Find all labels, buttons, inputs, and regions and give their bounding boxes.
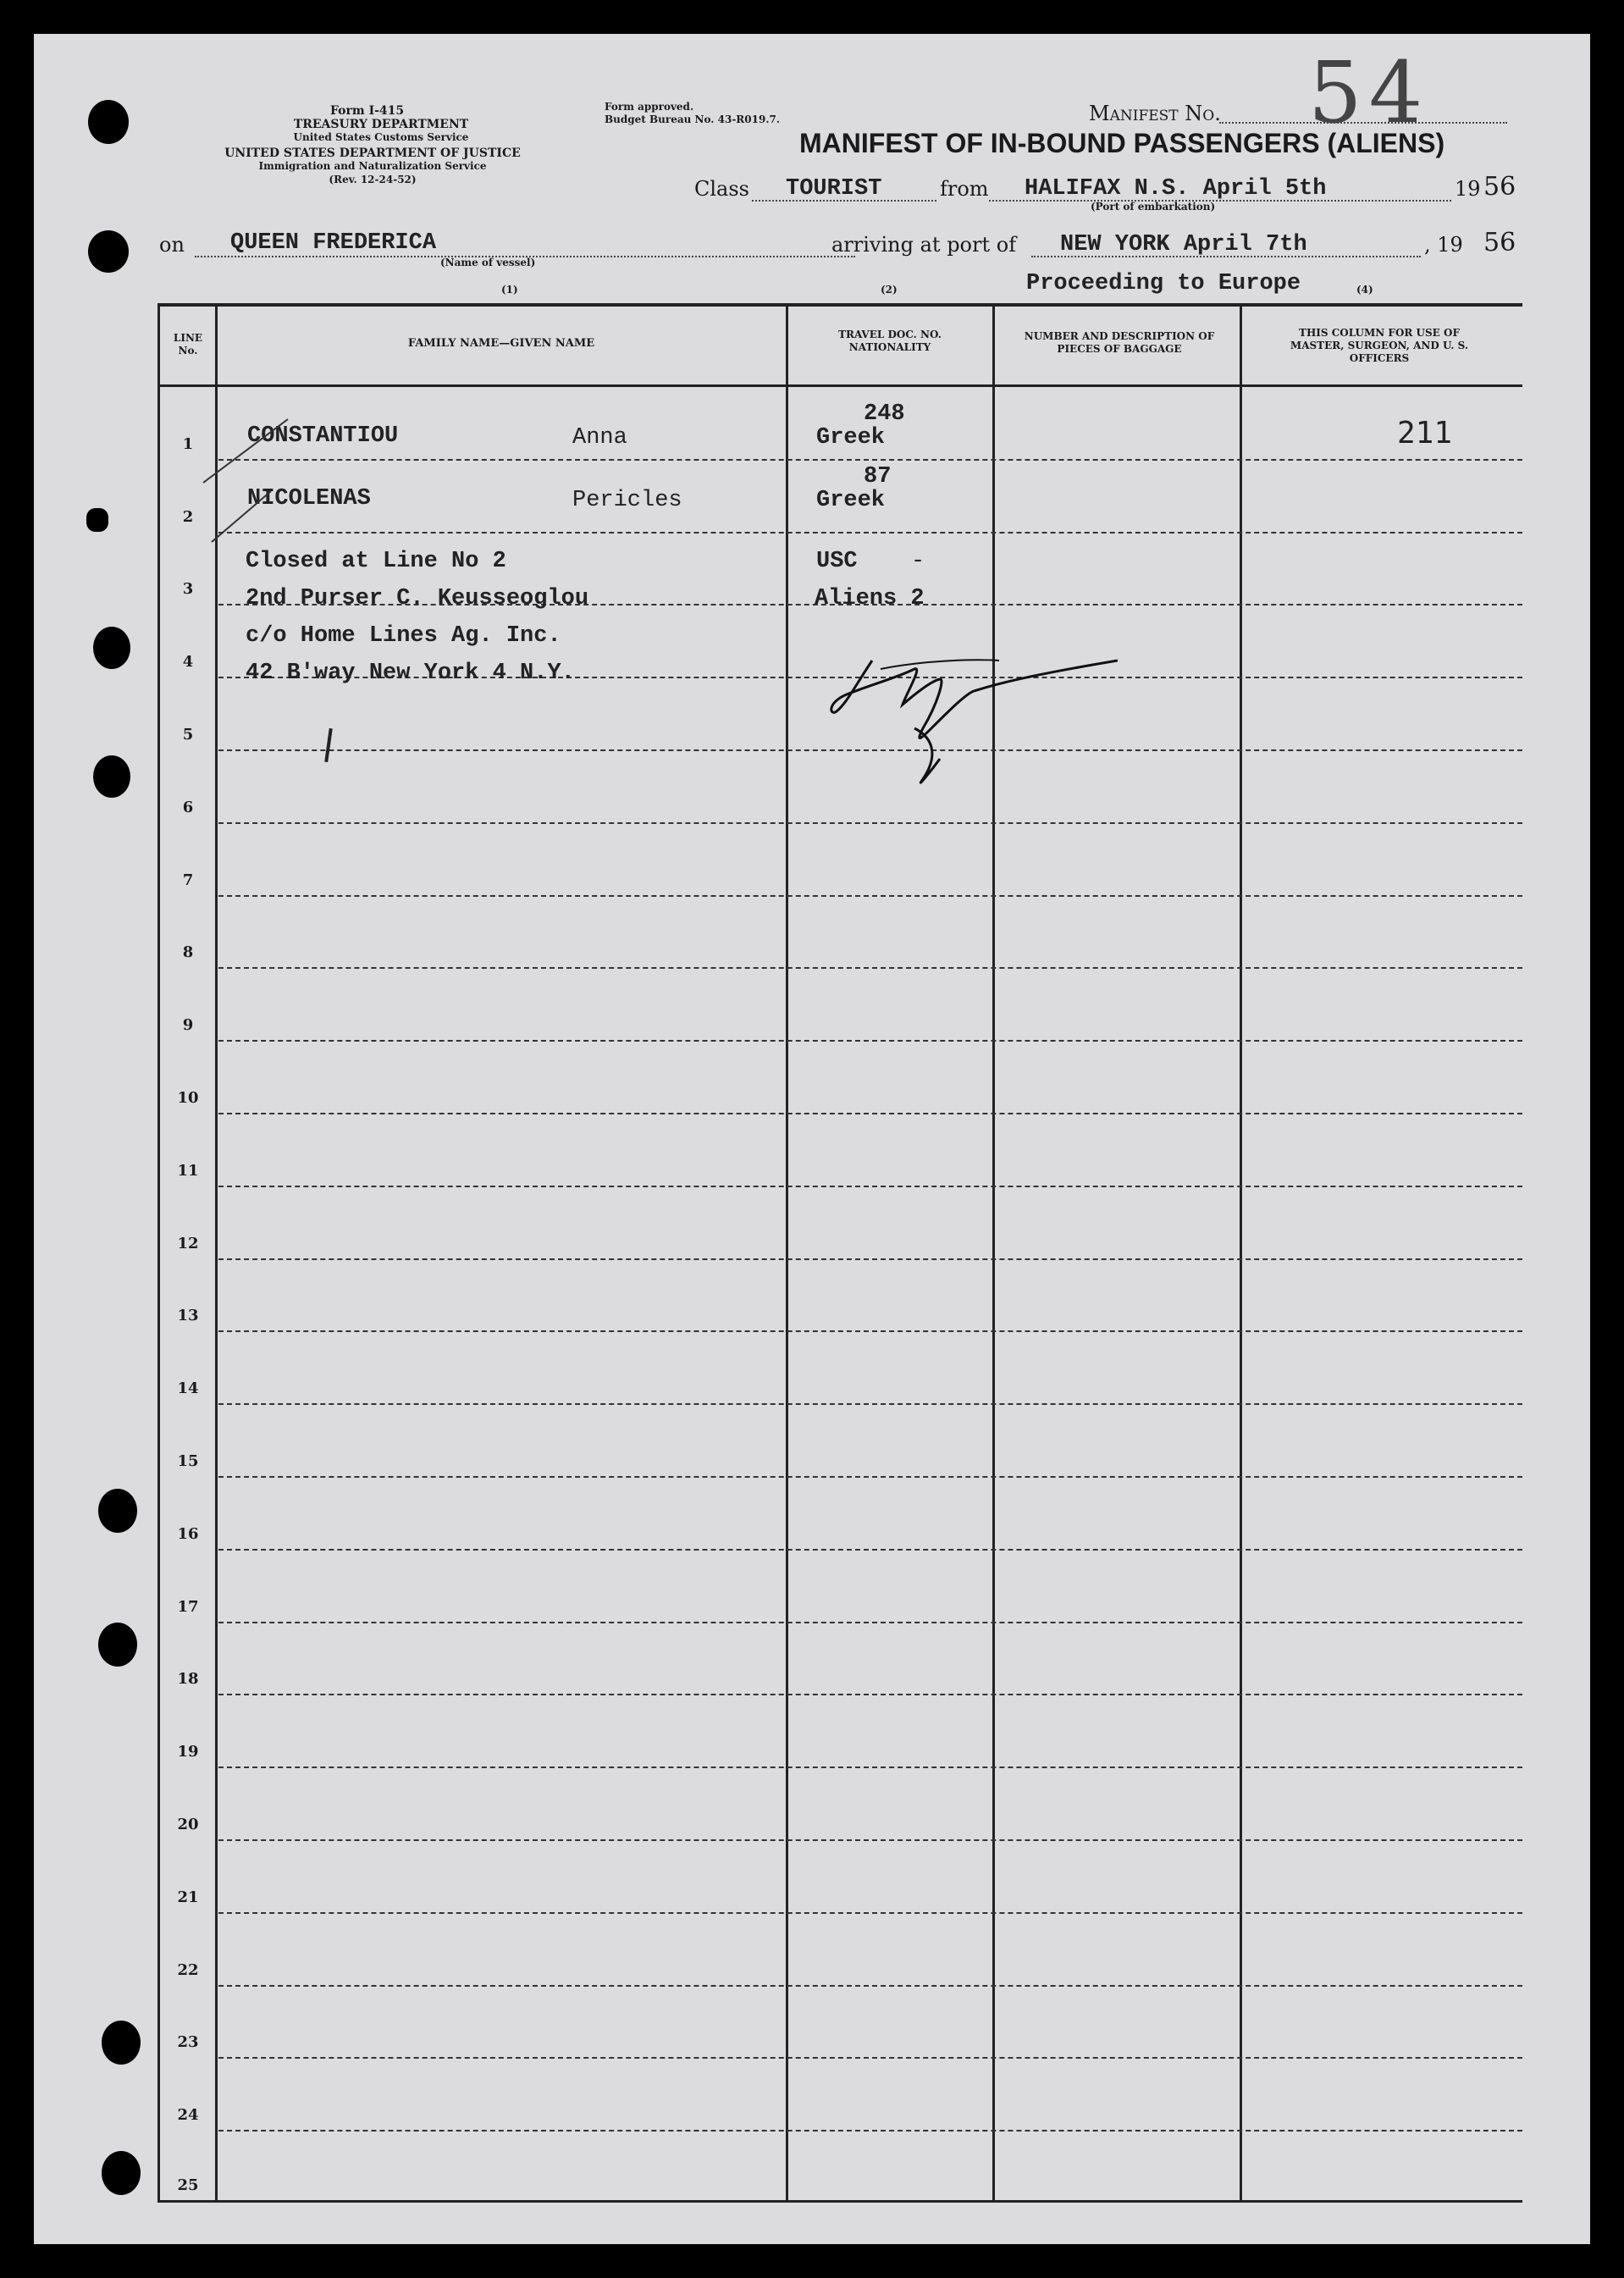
pencil-mark	[324, 728, 333, 762]
punch-hole	[88, 230, 129, 273]
proceeding-to: Proceeding to Europe	[1026, 271, 1301, 296]
tick-mark-line-2	[195, 483, 279, 550]
col-divider-1	[215, 307, 218, 2203]
line-number: 2	[182, 508, 194, 526]
line-number: 21	[177, 1888, 199, 1906]
usc-count: USC	[816, 549, 858, 574]
passenger-2-given: Pericles	[572, 488, 682, 513]
row-divider	[218, 1330, 1522, 1332]
line-number: 17	[177, 1598, 199, 1616]
tick-mark-line-1	[195, 415, 296, 491]
line-number: 1	[182, 435, 194, 453]
col-header-baggage: NUMBER AND DESCRIPTION OF PIECES OF BAGGAGE	[1024, 330, 1215, 355]
row-divider	[218, 1985, 1522, 1987]
year-value-2: 56	[1483, 228, 1516, 257]
table-left-border	[157, 303, 160, 2203]
col-divider-2	[786, 307, 788, 2203]
passenger-1-given: Anna	[572, 425, 627, 451]
row-divider	[218, 1767, 1522, 1768]
col-divider-3	[992, 307, 995, 2203]
line-number: 3	[182, 580, 194, 598]
line-number: 13	[177, 1307, 199, 1324]
line-number: 10	[177, 1089, 199, 1107]
punch-hole	[93, 627, 130, 669]
line-number: 6	[182, 799, 194, 816]
manifest-title: MANIFEST OF IN-BOUND PASSENGERS (ALIENS)	[799, 128, 1445, 158]
line-number: 24	[177, 2106, 199, 2124]
line-number: 18	[177, 1670, 199, 1688]
passenger-2-doc: 87	[864, 464, 892, 489]
row-divider	[218, 532, 1522, 534]
line-number: 7	[182, 871, 194, 889]
usc-mark: -	[911, 549, 925, 574]
line-number: 4	[182, 653, 194, 671]
purser-name: 2nd Purser C. Keusseoglou	[246, 586, 589, 611]
passenger-1-nationality: Greek	[816, 425, 886, 451]
punch-hole	[102, 2151, 141, 2195]
line-number: 22	[177, 1961, 199, 1979]
customs-service: United States Customs Service	[293, 131, 469, 143]
from-label: from	[940, 177, 989, 201]
col-header-travel-doc: TRAVEL DOC. NO. NATIONALITY	[838, 329, 942, 353]
aliens-count: Aliens 2	[815, 586, 925, 611]
line-number: 23	[177, 2033, 199, 2051]
line-number: 12	[177, 1235, 199, 1252]
row-divider	[218, 1258, 1522, 1260]
caption-2: (2)	[881, 284, 898, 296]
line-number: 5	[182, 726, 194, 744]
form-approved: Form approved.	[605, 101, 694, 113]
punch-hole	[88, 100, 129, 144]
row-divider	[218, 459, 1522, 461]
arriving-label: arriving at port of	[831, 233, 1017, 257]
col-header-officers: THIS COLUMN FOR USE OF MASTER, SURGEON, AND U. S. OFFICERS	[1290, 327, 1469, 364]
closed-at-line: Closed at Line No 2	[246, 549, 506, 574]
year-prefix-1: 19	[1455, 177, 1481, 201]
table-top-border	[157, 303, 1522, 307]
row-divider	[218, 2057, 1522, 2059]
line-number: 9	[182, 1016, 194, 1034]
row-divider	[218, 2130, 1522, 2131]
punch-hole	[98, 1489, 137, 1533]
row-divider	[218, 1912, 1522, 1914]
row-divider	[218, 967, 1522, 969]
manifest-number: 54	[1308, 43, 1430, 142]
form-number: Form I-415	[330, 104, 405, 118]
table-bottom-border	[157, 2200, 1522, 2203]
treasury-department: TREASURY DEPARTMENT	[293, 118, 469, 131]
line-number: 25	[177, 2176, 199, 2194]
line-number: 15	[177, 1452, 199, 1470]
row-divider	[218, 1113, 1522, 1114]
vessel-caption: (Name of vessel)	[440, 257, 536, 268]
row-divider	[218, 822, 1522, 824]
punch-hole	[86, 508, 108, 532]
caption-1: (1)	[501, 284, 518, 296]
row-divider	[218, 1549, 1522, 1551]
class-value: TOURIST	[786, 176, 882, 202]
passenger-1-doc: 248	[864, 401, 905, 427]
row-divider	[218, 1839, 1522, 1841]
year-value-1: 56	[1483, 172, 1516, 202]
caption-4: (4)	[1356, 284, 1373, 296]
passenger-2-nationality: Greek	[816, 488, 886, 513]
on-label: on	[159, 233, 185, 257]
punch-hole	[98, 1623, 137, 1667]
line-number: 8	[182, 943, 194, 961]
row-divider	[218, 1694, 1522, 1695]
justice-department: UNITED STATES DEPARTMENT OF JUSTICE	[224, 147, 521, 160]
row-divider	[218, 1186, 1522, 1187]
class-label: Class	[694, 177, 749, 201]
punch-hole	[102, 2021, 141, 2065]
passenger-2-family: NICOLENAS	[247, 486, 371, 511]
line-number: 11	[177, 1162, 199, 1180]
col-header-line-no: LINE No.	[173, 332, 203, 357]
port-embark-caption: (Port of embarkation)	[1091, 201, 1216, 213]
agent-address-1: c/o Home Lines Ag. Inc.	[246, 623, 561, 649]
row-divider	[218, 1403, 1522, 1405]
ins-service: Immigration and Naturalization Service	[258, 160, 487, 172]
col-divider-4	[1240, 307, 1242, 2203]
manifest-page	[34, 34, 1590, 2244]
revision: (Rev. 12-24-52)	[329, 174, 417, 185]
agent-address-2: 42 B'way New York 4 N.Y.	[246, 661, 575, 686]
punch-hole	[93, 755, 130, 798]
line-number: 20	[177, 1816, 199, 1833]
signature	[796, 610, 1118, 796]
row-divider	[218, 895, 1522, 897]
row-divider	[218, 1476, 1522, 1478]
budget-bureau: Budget Bureau No. 43-R019.7.	[605, 113, 781, 125]
line-number: 16	[177, 1525, 199, 1543]
passenger-1-officer-code: 211	[1397, 416, 1453, 451]
table-header-border	[157, 384, 1522, 387]
from-value: HALIFAX N.S. April 5th	[1025, 176, 1327, 202]
arriving-value: NEW YORK April 7th	[1060, 232, 1307, 257]
row-divider	[218, 1622, 1522, 1623]
line-number: 19	[177, 1743, 199, 1761]
manifest-no-label: Manifest No.	[1089, 102, 1221, 125]
line-number: 14	[177, 1380, 199, 1397]
passenger-1-family: CONSTANTIOU	[247, 423, 399, 449]
col-header-name: FAMILY NAME—GIVEN NAME	[407, 337, 595, 350]
year-prefix-2: , 19	[1424, 233, 1463, 257]
row-divider	[218, 1040, 1522, 1042]
vessel-value: QUEEN FREDERICA	[230, 230, 437, 256]
